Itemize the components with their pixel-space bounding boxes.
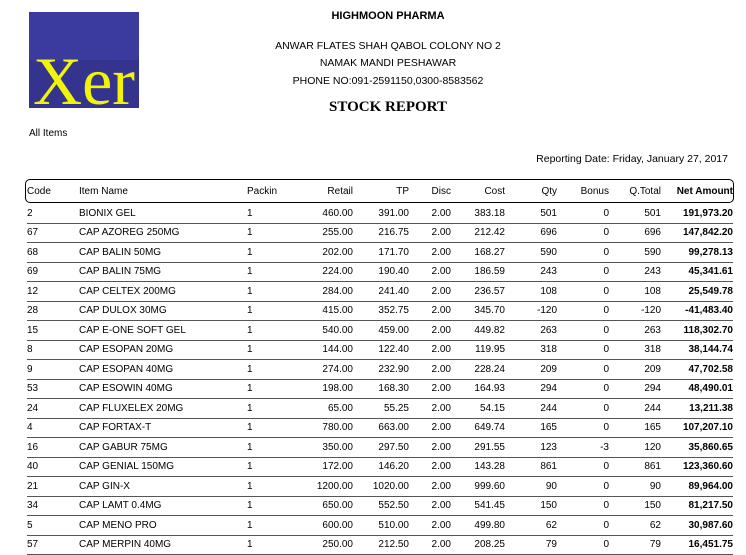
cell-disc: 2.00 (409, 204, 451, 223)
cell-retail: 1200.00 (297, 477, 353, 497)
cell-tp: 212.50 (353, 535, 409, 555)
cell-cost: 345.70 (451, 301, 505, 321)
table-row (27, 457, 733, 477)
cell-net-amount: 123,360.60 (661, 457, 733, 477)
cell-cost: 999.60 (451, 477, 505, 497)
cell-code: 68 (27, 243, 79, 263)
cell-code: 9 (27, 360, 79, 380)
cell-code: 16 (27, 438, 79, 458)
cell-qtotal: 90 (609, 477, 661, 497)
company-name: HIGHMOON PHARMA (331, 10, 445, 22)
cell-bonus: 0 (557, 321, 609, 341)
cell-disc: 2.00 (409, 399, 451, 419)
cell-tp: 552.50 (353, 496, 409, 516)
cell-item-name: CAP CELTEX 200MG (79, 282, 247, 302)
cell-qtotal: 108 (609, 282, 661, 302)
cell-disc: 2.00 (409, 438, 451, 458)
cell-packin: 1 (247, 204, 297, 223)
cell-item-name: CAP ESOPAN 40MG (79, 360, 247, 380)
cell-bonus: 0 (557, 340, 609, 360)
cell-disc: 2.00 (409, 360, 451, 380)
table-row (27, 262, 733, 282)
cell-packin: 1 (247, 282, 297, 302)
cell-retail: 172.00 (297, 457, 353, 477)
cell-tp: 1020.00 (353, 477, 409, 497)
cell-cost: 212.42 (451, 223, 505, 243)
cell-qtotal: 150 (609, 496, 661, 516)
cell-disc: 2.00 (409, 282, 451, 302)
cell-disc: 2.00 (409, 418, 451, 438)
cell-cost: 228.24 (451, 360, 505, 380)
cell-net-amount: 35,860.65 (661, 438, 733, 458)
cell-tp: 146.20 (353, 457, 409, 477)
cell-disc: 2.00 (409, 321, 451, 341)
cell-cost: 236.57 (451, 282, 505, 302)
cell-bonus: 0 (557, 282, 609, 302)
address-line-2: NAMAK MANDI PESHAWAR (319, 57, 457, 69)
cell-cost: 208.25 (451, 535, 505, 555)
cell-tp: 297.50 (353, 438, 409, 458)
cell-bonus: 0 (557, 496, 609, 516)
cell-bonus: 0 (557, 418, 609, 438)
cell-retail: 460.00 (297, 204, 353, 223)
cell-qtotal: 244 (609, 399, 661, 419)
cell-bonus: 0 (557, 262, 609, 282)
cell-bonus: 0 (557, 516, 609, 536)
cell-qtotal: 861 (609, 457, 661, 477)
phone-number: PHONE NO:091-2591150,0300-8583562 (292, 75, 484, 87)
cell-code: 34 (27, 496, 79, 516)
col-header-qtotal: Q.Total (629, 186, 661, 197)
table-header-row (27, 183, 733, 204)
cell-bonus: 0 (557, 360, 609, 380)
cell-tp: 171.70 (353, 243, 409, 263)
table-row (27, 496, 733, 516)
cell-tp: 122.40 (353, 340, 409, 360)
cell-qty: -120 (505, 301, 557, 321)
cell-item-name: CAP FLUXELEX 20MG (79, 399, 247, 419)
cell-bonus: 0 (557, 457, 609, 477)
col-header-retail: Retail (327, 186, 353, 197)
cell-cost: 186.59 (451, 262, 505, 282)
cell-disc: 2.00 (409, 223, 451, 243)
table-row (27, 282, 733, 302)
cell-net-amount: 99,278.13 (661, 243, 733, 263)
cell-tp: 168.30 (353, 379, 409, 399)
cell-bonus: 0 (557, 379, 609, 399)
cell-disc: 2.00 (409, 301, 451, 321)
cell-item-name: CAP GENIAL 150MG (79, 457, 247, 477)
cell-net-amount: 48,490.01 (661, 379, 733, 399)
cell-retail: 202.00 (297, 243, 353, 263)
cell-packin: 1 (247, 340, 297, 360)
cell-code: 5 (27, 516, 79, 536)
cell-tp: 459.00 (353, 321, 409, 341)
cell-tp: 55.25 (353, 399, 409, 419)
col-header-code: Code (27, 186, 51, 197)
cell-qty: 108 (505, 282, 557, 302)
cell-retail: 600.00 (297, 516, 353, 536)
cell-disc: 2.00 (409, 340, 451, 360)
cell-packin: 1 (247, 418, 297, 438)
cell-retail: 540.00 (297, 321, 353, 341)
cell-qty: 209 (505, 360, 557, 380)
cell-retail: 274.00 (297, 360, 353, 380)
cell-cost: 383.18 (451, 204, 505, 223)
cell-item-name: CAP ESOWIN 40MG (79, 379, 247, 399)
cell-qtotal: 263 (609, 321, 661, 341)
cell-disc: 2.00 (409, 262, 451, 282)
cell-code: 24 (27, 399, 79, 419)
cell-qtotal: 79 (609, 535, 661, 555)
cell-retail: 780.00 (297, 418, 353, 438)
table-row (27, 243, 733, 263)
cell-tp: 216.75 (353, 223, 409, 243)
report-title: STOCK REPORT (329, 99, 447, 115)
cell-cost: 649.74 (451, 418, 505, 438)
cell-qty: 123 (505, 438, 557, 458)
cell-packin: 1 (247, 379, 297, 399)
cell-packin: 1 (247, 321, 297, 341)
cell-qtotal: 696 (609, 223, 661, 243)
cell-item-name: CAP GABUR 75MG (79, 438, 247, 458)
cell-qtotal: 501 (609, 204, 661, 223)
cell-net-amount: 38,144.74 (661, 340, 733, 360)
cell-code: 28 (27, 301, 79, 321)
cell-packin: 1 (247, 399, 297, 419)
cell-tp: 510.00 (353, 516, 409, 536)
cell-net-amount: 191,973.20 (661, 204, 733, 223)
cell-retail: 144.00 (297, 340, 353, 360)
cell-qty: 165 (505, 418, 557, 438)
cell-item-name: CAP MERPIN 40MG (79, 535, 247, 555)
cell-bonus: 0 (557, 477, 609, 497)
cell-tp: 352.75 (353, 301, 409, 321)
table-row (27, 535, 733, 555)
cell-disc: 2.00 (409, 477, 451, 497)
table-row (27, 379, 733, 399)
col-header-bonus: Bonus (580, 186, 609, 197)
cell-packin: 1 (247, 535, 297, 555)
cell-qtotal: 294 (609, 379, 661, 399)
cell-qty: 861 (505, 457, 557, 477)
cell-net-amount: 89,964.00 (661, 477, 733, 497)
cell-cost: 449.82 (451, 321, 505, 341)
cell-net-amount: 45,341.61 (661, 262, 733, 282)
cell-tp: 232.90 (353, 360, 409, 380)
cell-code: 2 (27, 204, 79, 223)
cell-tp: 391.00 (353, 204, 409, 223)
cell-retail: 650.00 (297, 496, 353, 516)
cell-qtotal: 209 (609, 360, 661, 380)
cell-item-name: CAP BALIN 50MG (79, 243, 247, 263)
cell-code: 4 (27, 418, 79, 438)
cell-item-name: CAP BALIN 75MG (79, 262, 247, 282)
table-row (27, 204, 733, 223)
cell-net-amount: 30,987.60 (661, 516, 733, 536)
cell-item-name: CAP DULOX 30MG (79, 301, 247, 321)
cell-item-name: BIONIX GEL (79, 204, 247, 223)
table-row (27, 399, 733, 419)
cell-qty: 696 (505, 223, 557, 243)
cell-qtotal: 318 (609, 340, 661, 360)
cell-net-amount: 16,451.75 (661, 535, 733, 555)
cell-packin: 1 (247, 516, 297, 536)
cell-item-name: CAP GIN-X (79, 477, 247, 497)
cell-item-name: CAP MENO PRO (79, 516, 247, 536)
col-header-cost: Cost (484, 186, 505, 197)
cell-bonus: 0 (557, 243, 609, 263)
cell-code: 57 (27, 535, 79, 555)
reporting-date: Reporting Date: Friday, January 27, 2017 (536, 153, 728, 165)
cell-cost: 54.15 (451, 399, 505, 419)
cell-net-amount: -41,483.40 (661, 301, 733, 321)
cell-item-name: CAP AZOREG 250MG (79, 223, 247, 243)
cell-code: 40 (27, 457, 79, 477)
cell-disc: 2.00 (409, 457, 451, 477)
cell-code: 8 (27, 340, 79, 360)
cell-cost: 168.27 (451, 243, 505, 263)
col-header-qty: Qty (541, 186, 557, 197)
col-header-item-name: Item Name (79, 186, 128, 197)
cell-cost: 499.80 (451, 516, 505, 536)
cell-bonus: 0 (557, 535, 609, 555)
table-row (27, 321, 733, 341)
col-header-net-amount: Net Amount (676, 186, 733, 197)
cell-retail: 255.00 (297, 223, 353, 243)
table-row (27, 477, 733, 497)
cell-code: 69 (27, 262, 79, 282)
cell-cost: 119.95 (451, 340, 505, 360)
cell-code: 15 (27, 321, 79, 341)
cell-qty: 79 (505, 535, 557, 555)
cell-disc: 2.00 (409, 535, 451, 555)
cell-packin: 1 (247, 477, 297, 497)
cell-packin: 1 (247, 438, 297, 458)
cell-qty: 243 (505, 262, 557, 282)
col-header-disc: Disc (431, 186, 451, 197)
cell-bonus: 0 (557, 223, 609, 243)
cell-item-name: CAP E-ONE SOFT GEL (79, 321, 247, 341)
table-row (27, 340, 733, 360)
cell-qty: 501 (505, 204, 557, 223)
cell-tp: 663.00 (353, 418, 409, 438)
cell-net-amount: 81,217.50 (661, 496, 733, 516)
cell-disc: 2.00 (409, 379, 451, 399)
logo-text: Xer (33, 43, 135, 108)
cell-retail: 224.00 (297, 262, 353, 282)
table-row (27, 301, 733, 321)
cell-qty: 150 (505, 496, 557, 516)
cell-qty: 62 (505, 516, 557, 536)
cell-item-name: CAP FORTAX-T (79, 418, 247, 438)
cell-disc: 2.00 (409, 516, 451, 536)
cell-item-name: CAP LAMT 0.4MG (79, 496, 247, 516)
cell-packin: 1 (247, 223, 297, 243)
cell-qtotal: 165 (609, 418, 661, 438)
cell-tp: 241.40 (353, 282, 409, 302)
table-row (27, 516, 733, 536)
cell-qtotal: -120 (609, 301, 661, 321)
cell-net-amount: 147,842.20 (661, 223, 733, 243)
cell-retail: 250.00 (297, 535, 353, 555)
cell-tp: 190.40 (353, 262, 409, 282)
cell-net-amount: 118,302.70 (661, 321, 733, 341)
cell-bonus: -3 (557, 438, 609, 458)
cell-bonus: 0 (557, 301, 609, 321)
cell-qty: 244 (505, 399, 557, 419)
cell-disc: 2.00 (409, 496, 451, 516)
cell-code: 12 (27, 282, 79, 302)
cell-retail: 198.00 (297, 379, 353, 399)
cell-code: 53 (27, 379, 79, 399)
cell-packin: 1 (247, 496, 297, 516)
cell-qty: 263 (505, 321, 557, 341)
cell-code: 21 (27, 477, 79, 497)
cell-bonus: 0 (557, 204, 609, 223)
cell-net-amount: 107,207.10 (661, 418, 733, 438)
cell-retail: 415.00 (297, 301, 353, 321)
cell-qtotal: 243 (609, 262, 661, 282)
cell-qty: 90 (505, 477, 557, 497)
item-filter-label: All Items (29, 128, 68, 139)
cell-packin: 1 (247, 262, 297, 282)
cell-qty: 294 (505, 379, 557, 399)
cell-packin: 1 (247, 243, 297, 263)
cell-code: 67 (27, 223, 79, 243)
table-row (27, 438, 733, 458)
table-row (27, 223, 733, 243)
cell-item-name: CAP ESOPAN 20MG (79, 340, 247, 360)
cell-qty: 318 (505, 340, 557, 360)
cell-cost: 291.55 (451, 438, 505, 458)
cell-disc: 2.00 (409, 243, 451, 263)
cell-packin: 1 (247, 301, 297, 321)
table-row (27, 360, 733, 380)
cell-packin: 1 (247, 457, 297, 477)
col-header-packin: Packin (247, 186, 278, 197)
col-header-tp: TP (396, 186, 409, 197)
cell-cost: 164.93 (451, 379, 505, 399)
cell-qtotal: 62 (609, 516, 661, 536)
cell-net-amount: 13,211.38 (661, 399, 733, 419)
cell-packin: 1 (247, 360, 297, 380)
cell-qtotal: 120 (609, 438, 661, 458)
cell-net-amount: 25,549.78 (661, 282, 733, 302)
cell-net-amount: 47,702.58 (661, 360, 733, 380)
cell-cost: 143.28 (451, 457, 505, 477)
table-row (27, 418, 733, 438)
cell-retail: 350.00 (297, 438, 353, 458)
address-line-1: ANWAR FLATES SHAH QABOL COLONY NO 2 (275, 40, 501, 52)
cell-retail: 284.00 (297, 282, 353, 302)
stock-table (27, 183, 733, 555)
cell-qty: 590 (505, 243, 557, 263)
cell-cost: 541.45 (451, 496, 505, 516)
cell-qtotal: 590 (609, 243, 661, 263)
cell-retail: 65.00 (297, 399, 353, 419)
cell-bonus: 0 (557, 399, 609, 419)
